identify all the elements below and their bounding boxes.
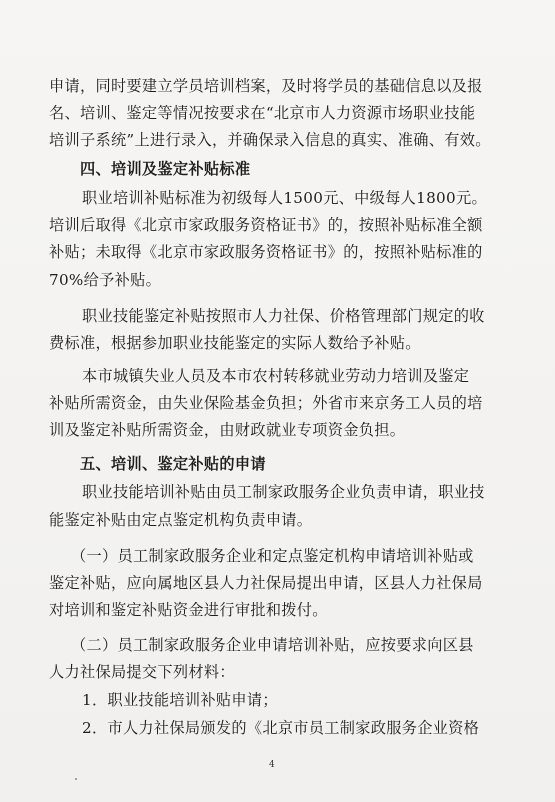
body-line: 能鉴定补贴由定点鉴定机构负责申请。 [49,511,313,529]
scan-speck [75,778,77,780]
body-line: （二）员工制家政服务企业申请培训补贴，应按要求向区县 [71,636,474,654]
page-number: 4 [269,760,275,770]
body-line: 名、培训、鉴定等情况按要求在“北京市人力资源市场职业技能 [49,104,476,122]
body-line: 训及鉴定补贴所需资金，由财政就业专项资金负担。 [49,421,406,439]
body-line: 培训后取得《北京市家政服务资格证书》的，按照补贴标准全额 [49,216,483,234]
section-heading-5: 五、培训、鉴定补贴的申请 [80,455,266,473]
body-line: 人力社保局提交下列材料： [49,663,235,681]
body-line: 对培训和鉴定补贴资金进行审批和拨付。 [49,601,328,619]
body-line: （一）员工制家政服务企业和定点鉴定机构申请培训补贴或 [71,547,474,565]
body-line: 补贴；未取得《北京市家政服务资格证书》的，按照补贴标准的 [49,243,483,261]
body-line: 培训子系统”上进行录入，并确保录入信息的真实、准确、有效。 [49,131,491,149]
body-line: 补贴所需资金，由失业保险基金负担；外省市来京务工人员的培 [49,394,483,412]
list-item: 1．职业技能培训补贴申请； [82,691,278,709]
body-line: 鉴定补贴，应向属地区县人力社保局提出申请，区县人力社保局 [49,574,483,592]
body-line: 申请，同时要建立学员培训档案，及时将学员的基础信息以及报 [49,77,483,95]
body-line: 职业技能培训补贴由员工制家政服务企业负责申请，职业技 [82,483,485,501]
body-line: 70%给予补贴。 [49,271,162,289]
body-line: 费标准，根据参加职业技能鉴定的实际人数给予补贴。 [49,334,421,352]
section-heading-4: 四、培训及鉴定补贴标准 [80,160,251,178]
body-line: 本市城镇失业人员及本市农村转移就业劳动力培训及鉴定 [82,367,470,385]
body-line: 职业培训补贴标准为初级每人1500元、中级每人1800元。 [82,189,487,207]
list-item: 2．市人力社保局颁发的《北京市员工制家政服务企业资格 [82,719,480,737]
body-line: 职业技能鉴定补贴按照市人力社保、价格管理部门规定的收 [82,307,485,325]
